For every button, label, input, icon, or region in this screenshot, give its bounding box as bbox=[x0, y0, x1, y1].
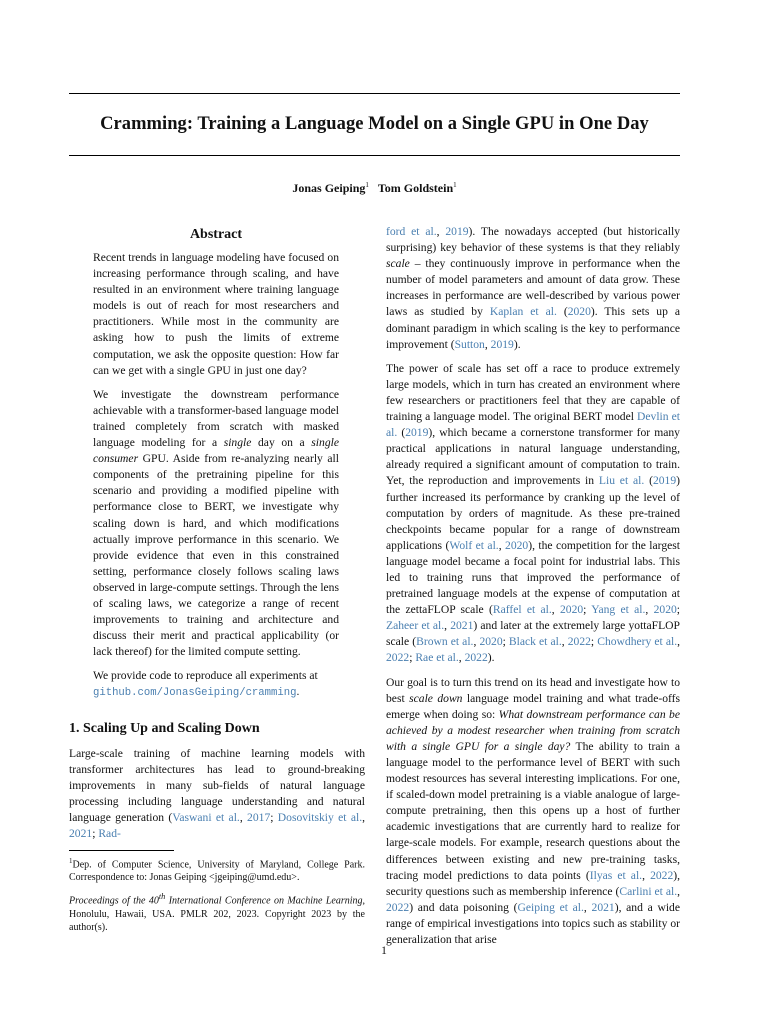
abstract-heading: Abstract bbox=[189, 227, 243, 242]
citation-link[interactable]: Geiping et al. bbox=[517, 900, 584, 914]
citation-link[interactable]: Devlin et al. bbox=[386, 410, 680, 440]
citation-link[interactable]: Chowdhery et al. bbox=[597, 635, 678, 649]
abstract-paragraph: We investigate the downstream performance achievable with a transformer-based language model trained completely from scratch with masked language modeling for a single day on a single consumer GPU. Aside from re-analyzing nearly all components of the pretraining pipeline for this scenario and providing a modified pipeline with performance close to BERT, we investigate why scaling down is hard, and which modifications actually improve performance in this scenario. We provide evidence that even in this constrained setting, performance closely follows scaling laws observed in large-compute settings. Through the lens of scaling laws, we categorize a range of recent improvements to training and architecture and discuss their merit and practical applicability (or lack thereof) for the limited compute setting. bbox=[93, 387, 339, 659]
citation-link[interactable]: Black et al. bbox=[508, 635, 562, 649]
abstract-paragraph: We provide code to reproduce all experiments at github.com/JonasGeiping/cramming. bbox=[93, 669, 318, 700]
citation-link[interactable]: Kaplan et al. bbox=[489, 305, 557, 319]
citation-link[interactable]: Ilyas et al. bbox=[589, 868, 643, 882]
citation-link[interactable]: Brown et al. bbox=[416, 635, 474, 649]
body-paragraph: Large-scale training of machine learning models with transformer architectures has lead to ground-breaking improvements in many sub-fields of natural language processing including language understanding and natural language generation (Vaswani et al., 2017; Dosovitskiy et al., 2021; Rad- bbox=[69, 746, 365, 840]
footnote: $^1$Dep. of Computer Science, University of Maryland, College Park. Correspondence to: Jonas Geiping <jgeiping@umd.edu>. bbox=[69, 857, 365, 884]
citation-year-link[interactable]: 2022 bbox=[464, 651, 488, 665]
citation-year-link[interactable]: 2022 bbox=[386, 651, 410, 665]
citation-link[interactable]: Carlini et al. bbox=[619, 884, 678, 898]
citation-year-link[interactable]: 2022 bbox=[650, 868, 674, 882]
citation-link[interactable]: Liu et al. bbox=[598, 474, 645, 488]
citation-year-link[interactable]: 2022 bbox=[567, 635, 591, 649]
author-name: Tom Goldstein bbox=[377, 181, 454, 195]
abstract bbox=[69, 226, 365, 702]
body-paragraph: ford et al., 2019). The nowadays accepted (but historically surprising) key behavior of these systems is that they reliably scale – they continuously improve in performance when the number of model parameters and amount of data grow. These increases in performance are well-described by various power laws as studied by Kaplan et al. (2020). This sets up a dominant paradigm in which scaling is the key to performance improvement (Sutton, 2019). bbox=[386, 225, 681, 351]
citation-year-link[interactable]: 2021 bbox=[69, 827, 93, 840]
citation-year-link[interactable]: 2020 bbox=[479, 635, 503, 649]
citation-link[interactable]: Wolf et al. bbox=[449, 538, 499, 552]
citation-year-link[interactable]: 2019 bbox=[445, 225, 469, 238]
author-name: Jonas Geiping bbox=[292, 181, 366, 195]
citation-year-link[interactable]: 2019 bbox=[405, 426, 429, 440]
paper-title: Cramming: Training a Language Model on a Single GPU in One Day bbox=[100, 114, 649, 134]
citation-link[interactable]: Yang et al. bbox=[591, 603, 646, 617]
citation-link[interactable]: Raffel et al. bbox=[492, 603, 552, 617]
citation-year-link[interactable]: 2021 bbox=[450, 619, 474, 633]
citation-link[interactable]: Rad- bbox=[98, 827, 121, 840]
citation-year-link[interactable]: 2017 bbox=[247, 810, 271, 824]
citation-year-link[interactable]: 2022 bbox=[386, 900, 410, 914]
author-list bbox=[69, 181, 680, 196]
citation-link[interactable]: Rae et al. bbox=[415, 651, 459, 665]
citation-link[interactable]: Dosovitskiy et al. bbox=[277, 810, 363, 824]
body-paragraph: The power of scale has set off a race to produce extremely large models, which in turn has created an environment where few researchers or practitioners feel that they are capable of training a language model. The original BERT model Devlin et al. (2019), which became a cornerstone transformer for many practical applications in natural language understanding, already required a significant amount of computation to train. Yet, the reproduction and improvements in Liu et al. (2019) further increased its performance by cranking up the level of computation by orders of magnitude. As these pre-trained checkpoints became popular for a range of downstream applications (Wolf et al., 2020), the competition for the largest language model became a focal point for industrial labs. This led to training runs that improved the performance of pretrained language models at the expense of computation at the zettaFLOP scale (Raffel et al., 2020; Yang et al., 2020; Zaheer et al., 2021) and later at the extremely large yottaFLOP scale (Brown et al., 2020; Black et al., 2022; Chowdhery et al., 2022; Rae et al., 2022). bbox=[386, 361, 681, 665]
code-link[interactable]: github.com/JonasGeiping/cramming bbox=[93, 687, 297, 700]
citation-year-link[interactable]: 2020 bbox=[559, 603, 584, 617]
citation-link[interactable]: Zaheer et al. bbox=[386, 619, 445, 633]
citation-year-link[interactable]: 2020 bbox=[653, 603, 677, 617]
citation-link[interactable]: ford et al. bbox=[386, 225, 437, 238]
citation-year-link[interactable]: 2019 bbox=[652, 474, 677, 488]
proceedings-note: Proceedings of the 40th International Conference on Machine Learning, Honolulu, Hawaii, USA. PMLR 202, 2023. Copyright 2023 by the author(s). bbox=[69, 892, 365, 933]
page-number: 1 bbox=[381, 945, 387, 957]
citation-link[interactable]: Vaswani et al. bbox=[172, 810, 240, 824]
abstract-paragraph: Recent trends in language modeling have focused on increasing performance through scaling, and have resulted in an environment where training language models is out of reach for most researchers and practitioners. While most in the community are asking how to push the limits of extreme computation, we ask the opposite question: How far can we get with a single GPU in just one day? bbox=[93, 251, 339, 377]
section-heading: 1. Scaling Up and Scaling Down bbox=[69, 720, 260, 736]
affiliation-mark: 1 bbox=[453, 181, 457, 189]
body-paragraph: Our goal is to turn this trend on its head and investigate how to best scale down language model training and what trade-offs emerge when doing so: What downstream performance can be achieved by a modest researcher when training from scratch with a single GPU for a single day? The ability to train a language model to the performance level of BERT with such modest resources has several interesting implications. For one, if scaled-down model pretraining is a viable analogue of large-compute pretraining, then this opens up a host of further academic investigations that are currently hard to realize for large-scale models. For example, research questions about the differences between existing and new pre-training tasks, tracing model predictions to data points (Ilyas et al., 2022), security questions such as membership inference (Carlini et al., 2022) and data poisoning (Geiping et al., 2021), and a wide range of empirical investigations into topics such as stability or generalization that arise bbox=[386, 675, 681, 947]
top-rule bbox=[69, 93, 680, 94]
citation-link[interactable]: Sutton bbox=[454, 337, 485, 351]
left-column bbox=[69, 224, 365, 934]
citation-year-link[interactable]: 2020 bbox=[505, 538, 529, 552]
affiliation-mark: 1 bbox=[365, 181, 369, 189]
title-bottom-rule bbox=[69, 155, 680, 156]
footnote-rule bbox=[69, 850, 174, 851]
citation-year-link[interactable]: 2020 bbox=[567, 305, 591, 319]
right-column bbox=[386, 224, 680, 956]
citation-year-link[interactable]: 2019 bbox=[490, 337, 514, 351]
citation-year-link[interactable]: 2021 bbox=[591, 900, 615, 914]
